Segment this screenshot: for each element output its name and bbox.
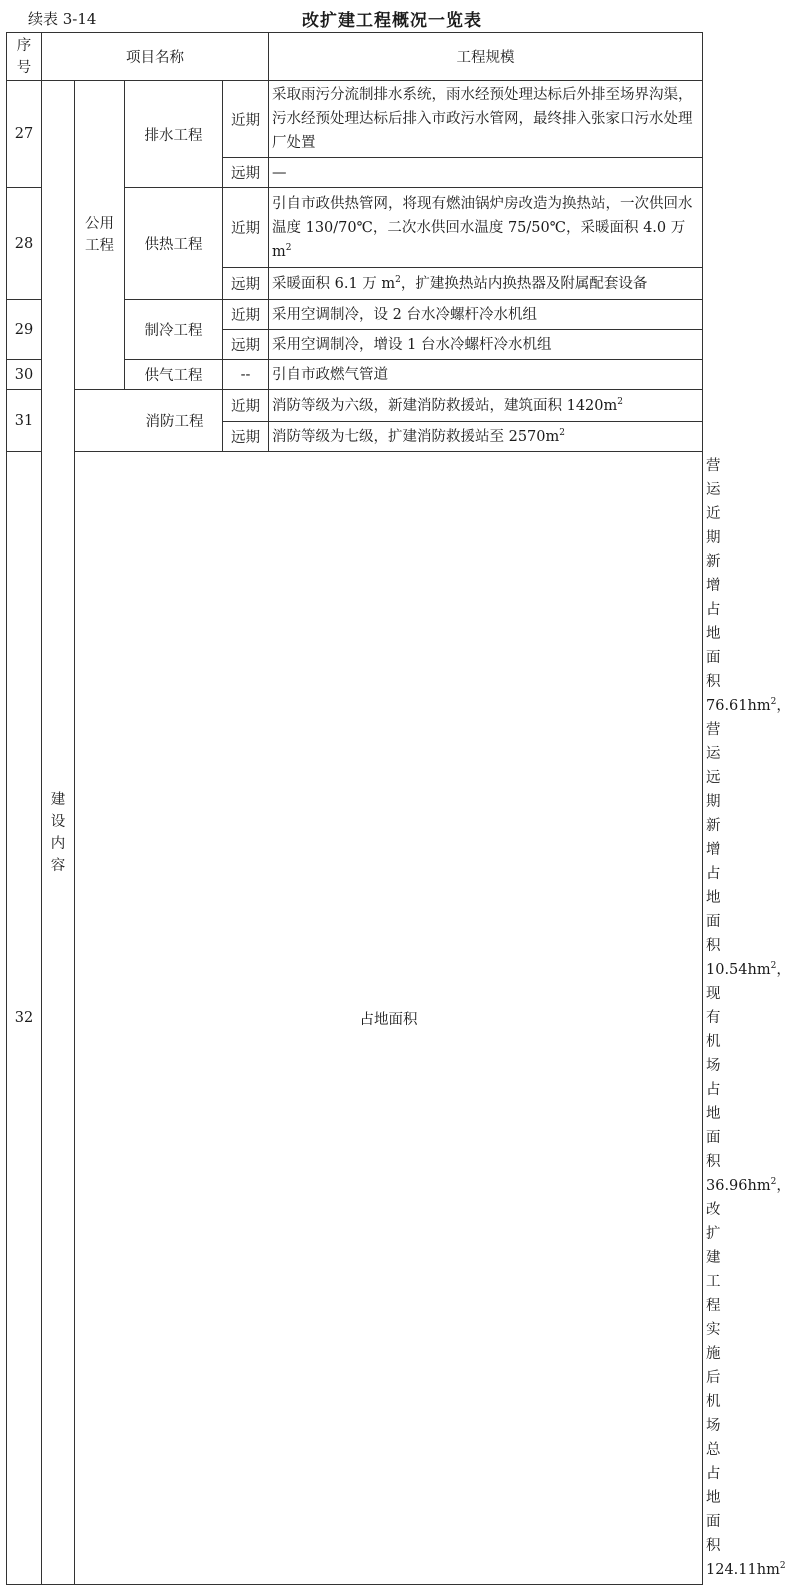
header-no: 序号 [7,33,42,81]
item-name: 占地面积 [75,452,703,1585]
scale-text: 引自市政供热管网，将现有燃油锅炉房改造为换热站，一次供回水温度 130/70℃，二次水供回水温度 75/50℃，采暖面积 4.0 万 $m^2$ [269,188,703,268]
period-label: 远期 [223,158,269,188]
period-label: -- [223,360,269,390]
scale-text: 消防等级为六级，新建消防救援站，建筑面积 $1420m^2$ [269,390,703,422]
table-number: 续表 3-14 [28,10,97,28]
scale-text: 采用空调制冷，设 2 台水冷螺杆冷水机组 [269,300,703,330]
period-label: 远期 [223,422,269,452]
row-number: 30 [7,360,42,390]
table-row: 32 占地面积 营运近期新增占地面积 $76.61hm^2$，营运远期新增占地面积 $10.54hm^2$，现有机场占地面积 $36.96hm^2$，改扩建工程实施后机场总占地面积 $124.11hm^2$ [7,452,703,1585]
period-label: 近期 [223,390,269,422]
group-inner-label: 公用工程 [75,81,125,390]
header-name: 项目名称 [42,33,269,81]
row-number: 28 [7,188,42,300]
project-overview-table [6,32,791,1585]
table-caption [0,0,707,32]
scale-text: — [269,158,703,188]
period-label: 近期 [223,81,269,158]
scale-text: 采用空调制冷，增设 1 台水冷螺杆冷水机组 [269,330,703,360]
period-label: 近期 [223,188,269,268]
header-row [7,33,703,81]
item-name: 供热工程 [125,188,223,300]
row-number: 29 [7,300,42,360]
table-row [7,390,703,422]
scale-text: 消防等级为七级，扩建消防救援站至 $2570m^2$ [269,422,703,452]
item-name: 供气工程 [125,360,223,390]
table-row [7,81,703,158]
row-number: 32 [7,452,42,1585]
period-label: 远期 [223,268,269,300]
row-number: 31 [7,390,42,452]
item-name: 消防工程 [75,390,223,452]
item-name: 排水工程 [125,81,223,188]
period-label: 近期 [223,300,269,330]
header-scale: 工程规模 [269,33,703,81]
scale-text: 引自市政燃气管道 [269,360,703,390]
scale-text: 采取雨污分流制排水系统，雨水经预处理达标后外排至场界沟渠，污水经预处理达标后排入市政污水管网，最终排入张家口污水处理厂处置 [269,81,703,158]
period-label: 远期 [223,330,269,360]
table-title: 改扩建工程概况一览表 [302,11,482,31]
item-name: 制冷工程 [125,300,223,360]
group-outer-label: 建设内容 [42,81,75,1585]
row-number: 27 [7,81,42,188]
scale-text: 采暖面积 6.1 万 $m^2$，扩建换热站内换热器及附属配套设备 [269,268,703,300]
